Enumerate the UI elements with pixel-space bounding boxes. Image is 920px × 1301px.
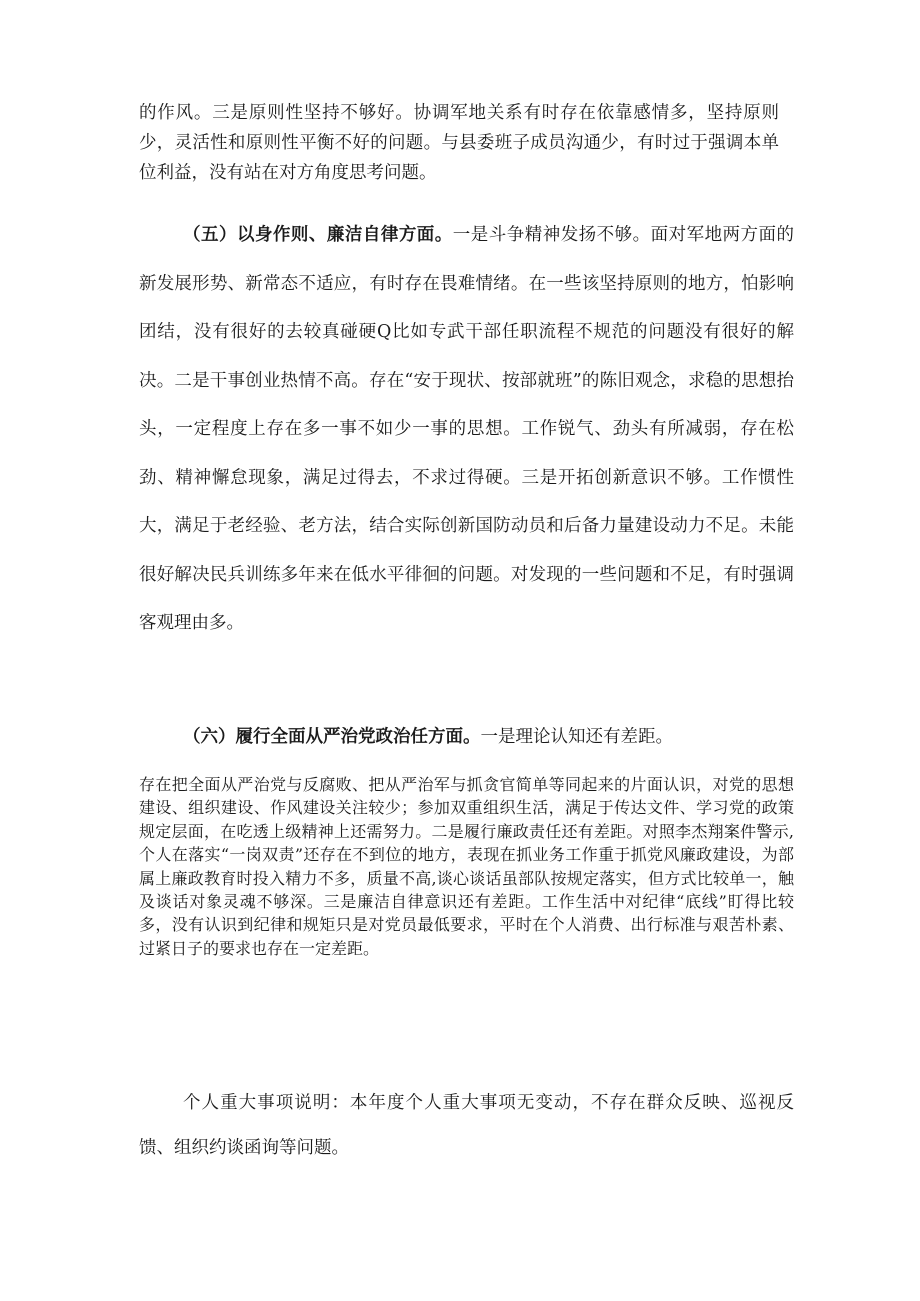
paragraph-continued-style bbox=[139, 98, 779, 188]
paragraph-text: 个人重大事项说明：本年度个人重大事项无变动，不存在群众反映、巡视反馈、组织约谈函询等问题。 bbox=[139, 1093, 794, 1158]
paragraph-personal-matters bbox=[139, 1081, 794, 1171]
paragraph-text: 一是斗争精神发扬不够。面对军地两方面的新发展形势、新常态不适应，有时存在畏难情绪。在一些该坚持原则的地方，怕影响团结，没有很好的去较真碰硬Q比如专武干部任职流程不规范的问题没有很好的解决。二是干事创业热情不高。存在“安于现状、按部就班”的陈旧观念，求稳的思想抬头，一定程度上存在多一事不如少一事的思想。工作锐气、劲头有所减弱，存在松劲、精神懈怠现象，满足过得去，不求过得硬。三是开拓创新意识不够。工作惯性大，满足于老经验、老方法，结合实际创新国防动员和后备力量建设动力不足。未能很好解决民兵训练多年来在低水平徘徊的问题。对发现的一些问题和不足，有时强调客观理由多。 bbox=[139, 225, 795, 633]
paragraph-text: 的作风。三是原则性坚持不够好。协调军地关系有时存在依靠感情多，坚持原则少，灵活性和原则性平衡不好的问题。与县委班子成员沟通少，有时过于强调本单位利益，没有站在对方角度思考问题。 bbox=[139, 103, 779, 183]
paragraph-section-six-body bbox=[139, 773, 794, 960]
section-heading-five: （五）以身作则、廉洁自律方面。 bbox=[183, 225, 453, 245]
section-heading-six: （六）履行全面从严治党政治任方面。 bbox=[183, 727, 481, 747]
paragraph-section-six-heading bbox=[139, 722, 794, 752]
section-lead-text: 一是理论认知还有差距。 bbox=[480, 727, 673, 747]
paragraph-section-five bbox=[139, 211, 794, 648]
paragraph-text: 存在把全面从严治党与反腐败、把从严治军与抓贪官简单等同起来的片面认识，对党的思想建设、组织建设、作风建设关注较少；参加双重组织生活，满足于传达文件、学习党的政策规定层面，在吃透上级精神上还需努力。二是履行廉政责任还有差距。对照李杰翔案件警示,个人在落实“一岗双责”还存在不到位的地方，表现在抓业务工作重于抓党风廉政建设，为部属上廉政教育时投入精力不多，质量不高,谈心谈话虽部队按规定落实，但方式比较单一，触及谈话对象灵魂不够深。三是廉洁自律意识还有差距。工作生活中对纪律“底线”盯得比较多，没有认识到纪律和规矩只是对党员最低要求，平时在个人消费、出行标准与艰苦朴素、过紧日子的要求也存在一定差距。 bbox=[139, 775, 794, 958]
